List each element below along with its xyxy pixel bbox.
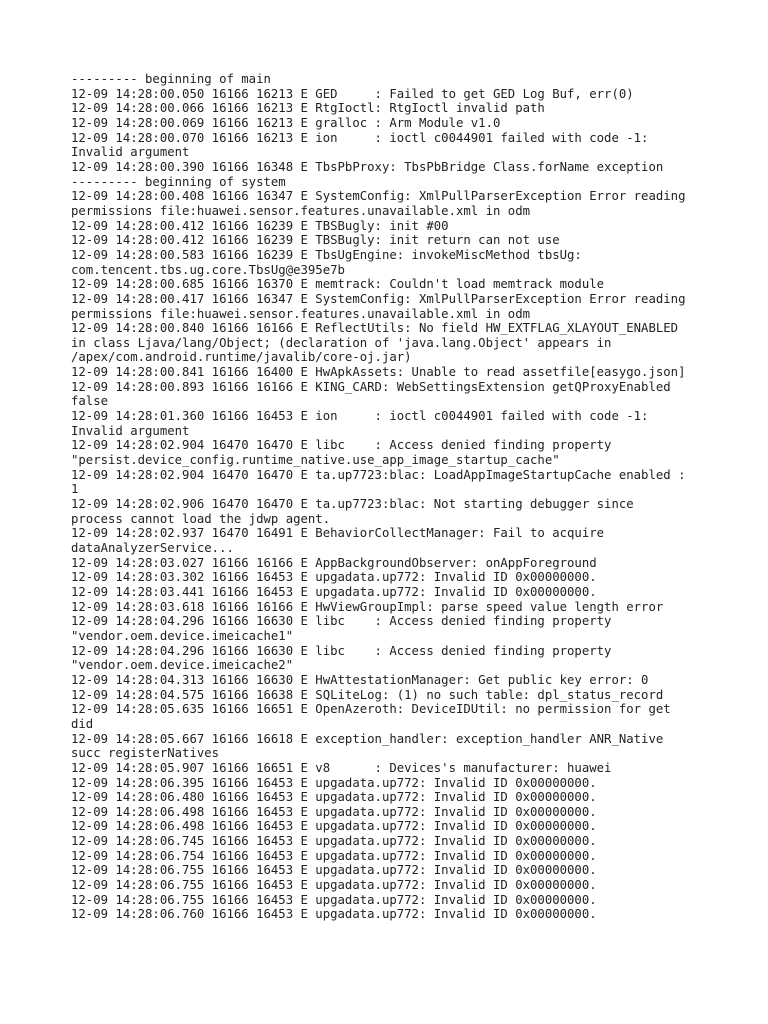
log-line: 12-09 14:28:06.755 16166 16453 E upgadata.up772: Invalid ID 0x00000000. xyxy=(71,892,597,907)
log-line: 12-09 14:28:00.050 16166 16213 E GED : Failed to get GED Log Buf, err(0) xyxy=(71,86,634,101)
log-line: 12-09 14:28:06.498 16166 16453 E upgadata.up772: Invalid ID 0x00000000. xyxy=(71,819,597,834)
log-line: Invalid argument xyxy=(71,145,190,160)
log-page xyxy=(71,72,711,922)
log-line: 12-09 14:28:01.360 16166 16453 E ion : ioctl c0044901 failed with code -1: xyxy=(71,409,649,424)
log-line: 12-09 14:28:00.841 16166 16400 E HwApkAssets: Unable to read assetfile[easygo.json] xyxy=(71,365,686,380)
log-line: 12-09 14:28:03.441 16166 16453 E upgadata.up772: Invalid ID 0x00000000. xyxy=(71,584,597,599)
log-line: 12-09 14:28:00.066 16166 16213 E RtgIoctl: RtgIoctl invalid path xyxy=(71,101,545,116)
log-line: 12-09 14:28:02.906 16470 16470 E ta.up7723:blac: Not starting debugger since xyxy=(71,497,634,512)
log-line: succ registerNatives xyxy=(71,746,220,761)
log-line: 12-09 14:28:03.302 16166 16453 E upgadata.up772: Invalid ID 0x00000000. xyxy=(71,570,597,585)
log-line: 12-09 14:28:02.904 16470 16470 E ta.up7723:blac: LoadAppImageStartupCache enabled : xyxy=(71,467,686,482)
log-line: 12-09 14:28:00.685 16166 16370 E memtrack: Couldn't load memtrack module xyxy=(71,277,605,292)
log-line: Invalid argument xyxy=(71,423,190,438)
log-line: 12-09 14:28:06.755 16166 16453 E upgadata.up772: Invalid ID 0x00000000. xyxy=(71,878,597,893)
log-line: 12-09 14:28:04.296 16166 16630 E libc : Access denied finding property xyxy=(71,614,612,629)
log-line: did xyxy=(71,716,94,731)
log-line: 12-09 14:28:00.070 16166 16213 E ion : ioctl c0044901 failed with code -1: xyxy=(71,130,649,145)
log-line: 12-09 14:28:00.417 16166 16347 E SystemConfig: XmlPullParserException Error reading xyxy=(71,291,686,306)
log-line: 12-09 14:28:00.069 16166 16213 E gralloc : Arm Module v1.0 xyxy=(71,115,501,130)
log-line: "persist.device_config.runtime_native.use_app_image_startup_cache" xyxy=(71,453,560,468)
log-line: 12-09 14:28:04.575 16166 16638 E SQLiteLog: (1) no such table: dpl_status_record xyxy=(71,687,664,702)
log-line: 12-09 14:28:05.907 16166 16651 E v8 : Devices's manufacturer: huawei xyxy=(71,760,612,775)
log-line: "vendor.oem.device.imeicache2" xyxy=(71,658,294,673)
log-line: 12-09 14:28:00.583 16166 16239 E TbsUgEngine: invokeMiscMethod tbsUg: xyxy=(71,247,582,262)
log-line: 12-09 14:28:06.395 16166 16453 E upgadata.up772: Invalid ID 0x00000000. xyxy=(71,775,597,790)
log-line: --------- beginning of main xyxy=(71,72,271,86)
log-line: 12-09 14:28:06.754 16166 16453 E upgadata.up772: Invalid ID 0x00000000. xyxy=(71,848,597,863)
log-line: false xyxy=(71,394,109,409)
log-line: 1 xyxy=(71,482,79,497)
log-line: 12-09 14:28:00.412 16166 16239 E TBSBugly: init #00 xyxy=(71,218,449,233)
log-line: 12-09 14:28:04.313 16166 16630 E HwAttestationManager: Get public key error: 0 xyxy=(71,672,649,687)
log-line: 12-09 14:28:02.937 16470 16491 E BehaviorCollectManager: Fail to acquire xyxy=(71,526,605,541)
log-line: dataAnalyzerService... xyxy=(71,541,234,555)
log-text xyxy=(71,72,711,922)
log-line: process cannot load the jdwp agent. xyxy=(71,511,331,526)
log-line: in class Ljava/lang/Object; (declaration of 'java.lang.Object' appears in xyxy=(71,335,612,350)
log-line: permissions file:huawei.sensor.features.unavailable.xml in odm xyxy=(71,306,531,321)
log-line: 12-09 14:28:00.840 16166 16166 E ReflectUtils: No field HW_EXTFLAG_XLAYOUT_ENABLED xyxy=(71,321,679,336)
log-line: 12-09 14:28:06.480 16166 16453 E upgadata.up772: Invalid ID 0x00000000. xyxy=(71,790,597,805)
log-line: 12-09 14:28:06.760 16166 16453 E upgadata.up772: Invalid ID 0x00000000. xyxy=(71,907,597,922)
log-line: 12-09 14:28:03.618 16166 16166 E HwViewGroupImpl: parse speed value length error xyxy=(71,599,664,614)
log-line: 12-09 14:28:03.027 16166 16166 E AppBackgroundObserver: onAppForeground xyxy=(71,555,597,570)
log-line: 12-09 14:28:06.498 16166 16453 E upgadata.up772: Invalid ID 0x00000000. xyxy=(71,804,597,819)
log-line: 12-09 14:28:00.390 16166 16348 E TbsPbProxy: TbsPbBridge Class.forName exception xyxy=(71,159,664,174)
log-line: /apex/com.android.runtime/javalib/core-oj.jar) xyxy=(71,350,412,365)
log-line: 12-09 14:28:06.755 16166 16453 E upgadata.up772: Invalid ID 0x00000000. xyxy=(71,863,597,878)
log-line: 12-09 14:28:04.296 16166 16630 E libc : Access denied finding property xyxy=(71,643,612,658)
log-line: permissions file:huawei.sensor.features.unavailable.xml in odm xyxy=(71,203,531,218)
log-line: com.tencent.tbs.ug.core.TbsUg@e395e7b xyxy=(71,262,345,277)
log-line: 12-09 14:28:00.408 16166 16347 E SystemConfig: XmlPullParserException Error reading xyxy=(71,189,686,204)
log-line: --------- beginning of system xyxy=(71,174,286,189)
log-line: 12-09 14:28:00.412 16166 16239 E TBSBugly: init return can not use xyxy=(71,233,560,248)
log-line: 12-09 14:28:00.893 16166 16166 E KING_CARD: WebSettingsExtension getQProxyEnabled xyxy=(71,379,671,394)
log-line: 12-09 14:28:05.667 16166 16618 E exception_handler: exception_handler ANR_Native xyxy=(71,731,664,746)
log-line: 12-09 14:28:05.635 16166 16651 E OpenAzeroth: DeviceIDUtil: no permission for get xyxy=(71,702,671,717)
log-line: 12-09 14:28:02.904 16470 16470 E libc : Access denied finding property xyxy=(71,438,612,453)
log-line: 12-09 14:28:06.745 16166 16453 E upgadata.up772: Invalid ID 0x00000000. xyxy=(71,834,597,849)
log-line: "vendor.oem.device.imeicache1" xyxy=(71,628,294,643)
